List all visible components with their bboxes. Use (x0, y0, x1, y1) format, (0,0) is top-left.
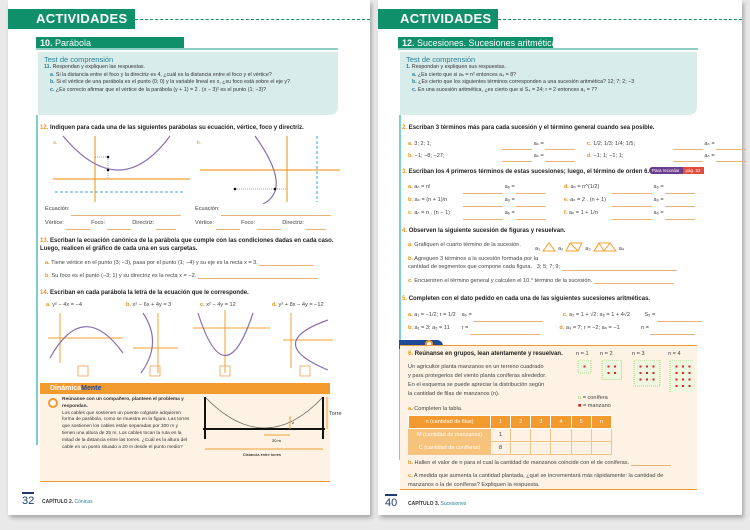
text: Sucesiones. Sucesiones aritméticas (417, 38, 562, 48)
n-label: n = 1 (576, 351, 589, 357)
apple-tree (682, 366, 684, 368)
table-cell[interactable] (571, 429, 591, 442)
comprehension-test (38, 52, 338, 115)
text: S₅ = (644, 312, 656, 318)
text: aₙ = n! (414, 184, 431, 190)
apple-tree (653, 372, 655, 374)
exercise-6-c (408, 472, 663, 490)
dinamica-box (40, 394, 342, 482)
text: b. (408, 325, 413, 331)
text: a₆ = (653, 184, 664, 190)
text: C (cantidad de coníferas) (409, 442, 491, 455)
text: d. (559, 325, 565, 331)
text: n = (640, 325, 649, 331)
orchard-n2 (602, 360, 622, 380)
text: Completen con el dato pedido en cada una de las siguientes sucesiones aritméticas. (408, 296, 651, 302)
text: f. (563, 210, 568, 216)
answer-field[interactable] (650, 329, 695, 335)
chapter-label (42, 499, 93, 505)
n-label: n = 4 (668, 351, 681, 357)
matching-graphs (38, 308, 358, 383)
text: 5 (571, 416, 591, 429)
text: Su foco es el punto (−3; 1) y su directriz es la recta x = −2. (51, 273, 197, 279)
text: Cónicas (74, 499, 93, 505)
text: c. (200, 302, 205, 308)
text: aₙ = n^(1/2) (570, 184, 600, 190)
text: −1; −8; −27; (414, 153, 445, 159)
text: la cantidad de filas de manzanos (n). (408, 391, 500, 397)
text: ¿Es cierto que si aₙ = n² entonces a₄ = 8? (417, 71, 517, 78)
triangle-figure (542, 242, 556, 252)
text: aₙ = (533, 153, 544, 159)
text: = conífera (582, 395, 608, 401)
text: Test de comprensión (406, 55, 476, 64)
figure-sequence (535, 242, 624, 252)
text: 1/2; 1/3; 1/4; 1/5; (593, 141, 636, 147)
text: Los cables que sostienen un puente colgante adquieren forma de parábola, como se muestra en la figura. Las torres que sostienen los cables están separadas por 300 m y tienen una altura de 25 m. Los cables tocan la ruta en la mitad de la distancia entre las torres. ¿Cuál es la altura del cable en un punto situado a 20 m desde el punto medio? (62, 410, 190, 450)
text: e. (563, 197, 569, 203)
apple-tree (689, 366, 691, 368)
section-name: Parábola (55, 38, 92, 48)
tower-label: Torre (329, 411, 342, 417)
text: aₙ = (704, 141, 715, 147)
exercise-5 (402, 296, 650, 302)
graph-a-answers (45, 202, 181, 230)
text: Ecuación: (45, 206, 70, 212)
dinamica-mente-header (40, 383, 330, 394)
text: Ecuación: (195, 206, 220, 212)
apple-tree (640, 372, 642, 374)
table-cell[interactable] (511, 429, 531, 442)
text: 3; 5; 7; 9; (536, 264, 561, 270)
text: 12. (40, 125, 49, 131)
text: aₙ = (n + 1)/n (414, 197, 448, 203)
answer-field[interactable] (612, 214, 652, 220)
text: 2 (511, 416, 531, 429)
text: 20 m (272, 438, 281, 443)
apple-tree (676, 379, 678, 381)
text: c. (408, 278, 413, 284)
answer-field[interactable] (516, 214, 546, 220)
directrix-field[interactable] (306, 224, 326, 230)
activities-header: ACTIVIDADES (8, 9, 135, 29)
text: a₁ = 3; a₅ = 11 (414, 325, 450, 331)
text: b. (408, 460, 413, 466)
answer-field[interactable] (259, 260, 314, 266)
margin-line (36, 115, 38, 445)
text: a₆ = (504, 197, 515, 203)
group-icon (48, 398, 58, 408)
section-number: 10. (40, 38, 53, 48)
text: 4 (551, 416, 571, 429)
text: a₉ = (461, 312, 472, 318)
parabola-graph-a (45, 134, 195, 204)
text: cantidad de segmentos que compone cada figura. (408, 264, 533, 270)
answer-box[interactable] (300, 366, 310, 376)
exercise-6-title (408, 351, 563, 357)
item-letter: b. (50, 79, 55, 86)
apple-tree (653, 379, 655, 381)
text: Completen la tabla. (414, 406, 463, 412)
text: n (591, 416, 611, 429)
focus-field[interactable] (107, 224, 131, 230)
apple-tree (676, 385, 678, 387)
text: z (292, 420, 294, 425)
text: n (cantidad de filas) (409, 416, 491, 429)
text: Vértice: (45, 220, 64, 226)
text: 12. (402, 38, 415, 48)
text: a₃ (585, 246, 591, 252)
page-number: 40 (385, 494, 397, 509)
text: Reúnanse con un compañero, planteen el problema y respondan. (62, 397, 184, 409)
text: aₙ = 1 + 1/n (568, 210, 598, 216)
text: ¿Es cierto que los siguientes términos corresponden a una sucesión aritmética? 12; 7; 2; −3 (418, 79, 635, 86)
answer-field[interactable] (665, 214, 695, 220)
text: x² − 4y = 12 (206, 302, 236, 308)
text: a. (46, 302, 51, 308)
text: Encuentren el término general y calculen el 10.° término de la sucesión. (414, 278, 593, 284)
text: a. (408, 312, 413, 318)
text: a. (45, 260, 50, 266)
answer-field[interactable] (470, 329, 540, 335)
text: 4. (402, 228, 408, 234)
text: a₆ = (504, 184, 515, 190)
apple-tree (614, 366, 616, 368)
text: Luego, realicen el gráfico de cada una en sus carpetas. (40, 246, 198, 252)
text: a. (408, 406, 413, 412)
text: Dinámica (50, 385, 82, 392)
apple-tree (614, 372, 616, 374)
text: aₙ = (704, 153, 715, 159)
apple-tree (646, 366, 648, 368)
exercise-3 (402, 169, 649, 175)
graph-letter: a. (53, 140, 58, 146)
apple-tree (676, 366, 678, 368)
exercise-4-b (408, 255, 677, 271)
text: c. (408, 210, 413, 216)
text: a. (408, 184, 413, 190)
directrix-field[interactable] (156, 224, 176, 230)
text: M (cantidad de manzanos) (409, 429, 491, 442)
text: a₆ = (653, 210, 664, 216)
text: a₁ (535, 246, 540, 252)
exercise-2 (402, 125, 654, 131)
text: 6. (408, 351, 414, 357)
vertex-field[interactable] (216, 224, 240, 230)
left-page (8, 0, 370, 515)
table-cell[interactable] (551, 442, 571, 455)
section-title (36, 37, 338, 50)
exercise-4 (402, 228, 565, 234)
apple-tree (689, 385, 691, 387)
exercise-13-a (45, 260, 314, 266)
item-letter: c. (50, 86, 55, 93)
text: Un agricultor planta manzanos en un terreno cuadrado (408, 364, 544, 370)
exercise-6-box (400, 345, 697, 490)
apple-tree (640, 366, 642, 368)
apple-tree (653, 366, 655, 368)
table-cell[interactable] (551, 429, 571, 442)
text: a. (408, 141, 413, 147)
text: b. (408, 153, 413, 159)
answer-field[interactable] (673, 156, 703, 162)
chapter-label (408, 501, 466, 507)
text: Para recordar (649, 167, 683, 174)
text: b. (408, 256, 413, 262)
text: Mente (81, 385, 102, 392)
text: pág. 53 (683, 167, 704, 174)
text: aₙ = 2 . (n + 1) (570, 197, 606, 203)
reminder-badge[interactable] (649, 168, 704, 173)
text: Tiene vértice en el punto (3; −3), pasa por el punto (1; −4) y su eje es la recta x = 3. (51, 260, 258, 266)
dinamica-text (62, 397, 192, 451)
answer-field[interactable] (631, 460, 671, 466)
exercise-14 (40, 290, 249, 296)
section-title (398, 37, 698, 50)
test-item: Si la distancia entre el foco y la directriz es 4, ¿cuál es la distancia entre el foco y el vértice? (55, 71, 272, 78)
text: d. (563, 184, 569, 190)
apple-tree (640, 379, 642, 381)
apple-tree (682, 372, 684, 374)
text: a₄ (618, 246, 625, 252)
text: 8 (491, 442, 511, 455)
text: r = (461, 325, 469, 331)
text: b. (412, 79, 417, 86)
text: x² − 6x + 4y = 3 (132, 302, 172, 308)
table-cell[interactable] (511, 442, 531, 455)
apple-tree (676, 372, 678, 374)
answer-field[interactable] (463, 214, 503, 220)
test-item: Si el vértice de una parábola es el punto (0; 0) y la variable lineal es x, ¿su foco está sobre el eje y? (56, 79, 290, 86)
answer-field[interactable] (562, 265, 677, 271)
text: 5. (402, 296, 408, 302)
text: a₂ (558, 246, 564, 252)
text: Foco: (91, 220, 106, 226)
exercise-6-a (408, 406, 462, 412)
vertex-field[interactable] (66, 224, 90, 230)
answer-field[interactable] (545, 156, 575, 162)
graph-2 (133, 313, 178, 373)
answer-field[interactable] (594, 278, 674, 284)
test-title: Test de comprensión (44, 55, 114, 64)
text: Agreguen 3 términos a la sucesión formada por la (414, 256, 538, 262)
text: Distancia entre torres (243, 452, 282, 457)
text: b. (126, 302, 131, 308)
text: y² − 4x = −4 (52, 302, 82, 308)
parabola-curve (63, 136, 170, 170)
text: Indiquen para cada una de las siguientes parábolas su ecuación, vértice, foco y directriz. (50, 125, 304, 131)
text: Escriban en cada parábola la letra de la ecuación que le corresponde. (50, 290, 249, 296)
page-number: 32 (22, 492, 34, 507)
text: y para protegerlos del viento planta coníferas alrededor. (408, 373, 547, 379)
test-item: ¿Es correcto afirmar que el vértice de la parábola (y + 1) = 2 . (x − 3)² es el punto (1; −3)? (55, 86, 267, 93)
table-cell[interactable] (591, 429, 611, 442)
text: 1. (406, 64, 411, 70)
text: = manzano (582, 403, 611, 409)
text: Escriban los 4 primeros términos de estas sucesiones; luego, el término de orden 6. (408, 169, 650, 175)
text: Directriz: (282, 220, 305, 226)
exercise-5-items (408, 309, 702, 335)
graph-1 (48, 313, 123, 363)
text: Hallen el valor de n para el cual la cantidad de manzanos coincide con el de coníferas. (414, 460, 630, 466)
apple-tree (689, 379, 691, 381)
apple-tree (682, 385, 684, 387)
activities-header: ACTIVIDADES (378, 9, 498, 29)
exercise-3-items (408, 181, 695, 220)
apple-tree (646, 372, 648, 374)
text: b. (45, 273, 50, 279)
text: A medida que aumenta la cantidad plantada, ¿qué se incrementará más rápidamente: la cantidad de (413, 473, 664, 479)
answer-field[interactable] (716, 156, 746, 162)
text: aₙ = n . (n − 1) (414, 210, 451, 216)
text: a₃ = 7; r = −2; aₙ = −1 (565, 325, 620, 331)
text: 1 (491, 416, 511, 429)
apple-tree (584, 366, 586, 368)
triangle-figure (565, 242, 583, 252)
text: Escriban la ecuación canónica de la parábola que cumple con las condiciones dadas en cada caso. (50, 238, 334, 244)
text: 1 (491, 429, 511, 442)
header-divider (135, 19, 370, 20)
text: 14. (40, 290, 49, 296)
answer-field[interactable] (198, 273, 318, 279)
exercise-12 (40, 125, 304, 131)
answer-field[interactable] (502, 156, 532, 162)
text: c. (562, 312, 568, 318)
text: d. (586, 153, 592, 159)
text: Escriban 3 términos más para cada sucesión y el término general cuando sea posible. (408, 125, 655, 131)
text: a₆ = (504, 210, 515, 216)
text: c. (586, 141, 592, 147)
graph-4 (283, 313, 333, 370)
text: aₙ = (533, 141, 544, 147)
apple-tree (608, 366, 610, 368)
text: a₂ = 1 + √2; a₆ = 1 + 4√2 (569, 312, 631, 318)
text: Respondan y expliquen sus respuestas. (411, 64, 506, 70)
orchard-diagrams (576, 360, 694, 392)
text: Reúnanse en grupos, lean atentamente y resuelvan. (414, 351, 563, 357)
text: Foco: (241, 220, 256, 226)
exercise-4-c (408, 278, 674, 284)
exercise-6-body (408, 363, 546, 399)
text: 3; 2; 1; (414, 141, 432, 147)
text: a₆ = (653, 197, 664, 203)
text: manzanos o la de coníferas? Expliquen la respuesta. (408, 482, 540, 488)
text: a. (408, 242, 413, 248)
text: c. (408, 473, 413, 479)
text: a. (412, 71, 417, 78)
apple-tree (682, 379, 684, 381)
text: d. (272, 302, 277, 308)
graph-b-answers (195, 202, 331, 230)
text: CAPÍTULO 3. (408, 501, 440, 507)
text: Observen la siguiente sucesión de figuras y resuelvan. (408, 228, 566, 234)
graph-letter: b. (197, 140, 202, 146)
text: 13. (40, 238, 49, 244)
parabola-graph-b (195, 134, 345, 204)
text: Sucesiones (440, 501, 467, 507)
n-label: n = 3 (632, 351, 645, 357)
exercise-13 (40, 237, 333, 253)
triangle-figure (593, 242, 617, 252)
test-intro: Respondan y expliquen las respuestas. (52, 64, 146, 70)
exercise-4-a (408, 242, 521, 248)
text: 3 (531, 416, 551, 429)
text: y² + 8x − 4y = −12 (278, 302, 324, 308)
table-cell[interactable] (531, 442, 551, 455)
text: En el esquema se puede apreciar la distribución según (408, 382, 545, 388)
exercise-13-b (45, 273, 318, 279)
header-divider (498, 19, 742, 20)
text: En una sucesión aritmética, ¿es cierto que si S₄ = 24; r = 2 entonces a₁ = 7? (417, 86, 598, 93)
table-cell[interactable] (531, 429, 551, 442)
text: Directriz: (132, 220, 155, 226)
text: 3. (402, 169, 408, 175)
text: Grafiquen el cuarto término de la sucesión. (414, 242, 521, 248)
comprehension-test (400, 52, 697, 115)
data-table (408, 415, 612, 455)
answer-box[interactable] (78, 366, 88, 376)
text: CAPÍTULO 2. (42, 499, 74, 505)
focus-field[interactable] (257, 224, 281, 230)
exercise-2-items (408, 138, 746, 162)
apple-tree (646, 379, 648, 381)
bridge-diagram (195, 394, 347, 474)
item-letter: a. (50, 71, 55, 78)
table-cell[interactable] (571, 442, 591, 455)
text: b. (408, 197, 413, 203)
text: Vértice: (195, 220, 214, 226)
right-page (378, 0, 742, 515)
apple-tree (689, 372, 691, 374)
graph-3 (193, 310, 270, 373)
exercise-6-b (408, 460, 671, 466)
text: 2. (402, 125, 408, 131)
n-label: n = 2 (600, 351, 613, 357)
text: a₁ = −1/2; r = 1/2 (414, 312, 456, 318)
text: c. (412, 86, 417, 93)
text: −1; 1; −1; 1; (593, 153, 624, 159)
legend: o = conífera ■ = manzano (578, 395, 611, 409)
orchard-n4 (670, 360, 694, 392)
q-number: 11. (44, 64, 52, 70)
table-cell[interactable] (591, 442, 611, 455)
apple-tree (608, 372, 610, 374)
